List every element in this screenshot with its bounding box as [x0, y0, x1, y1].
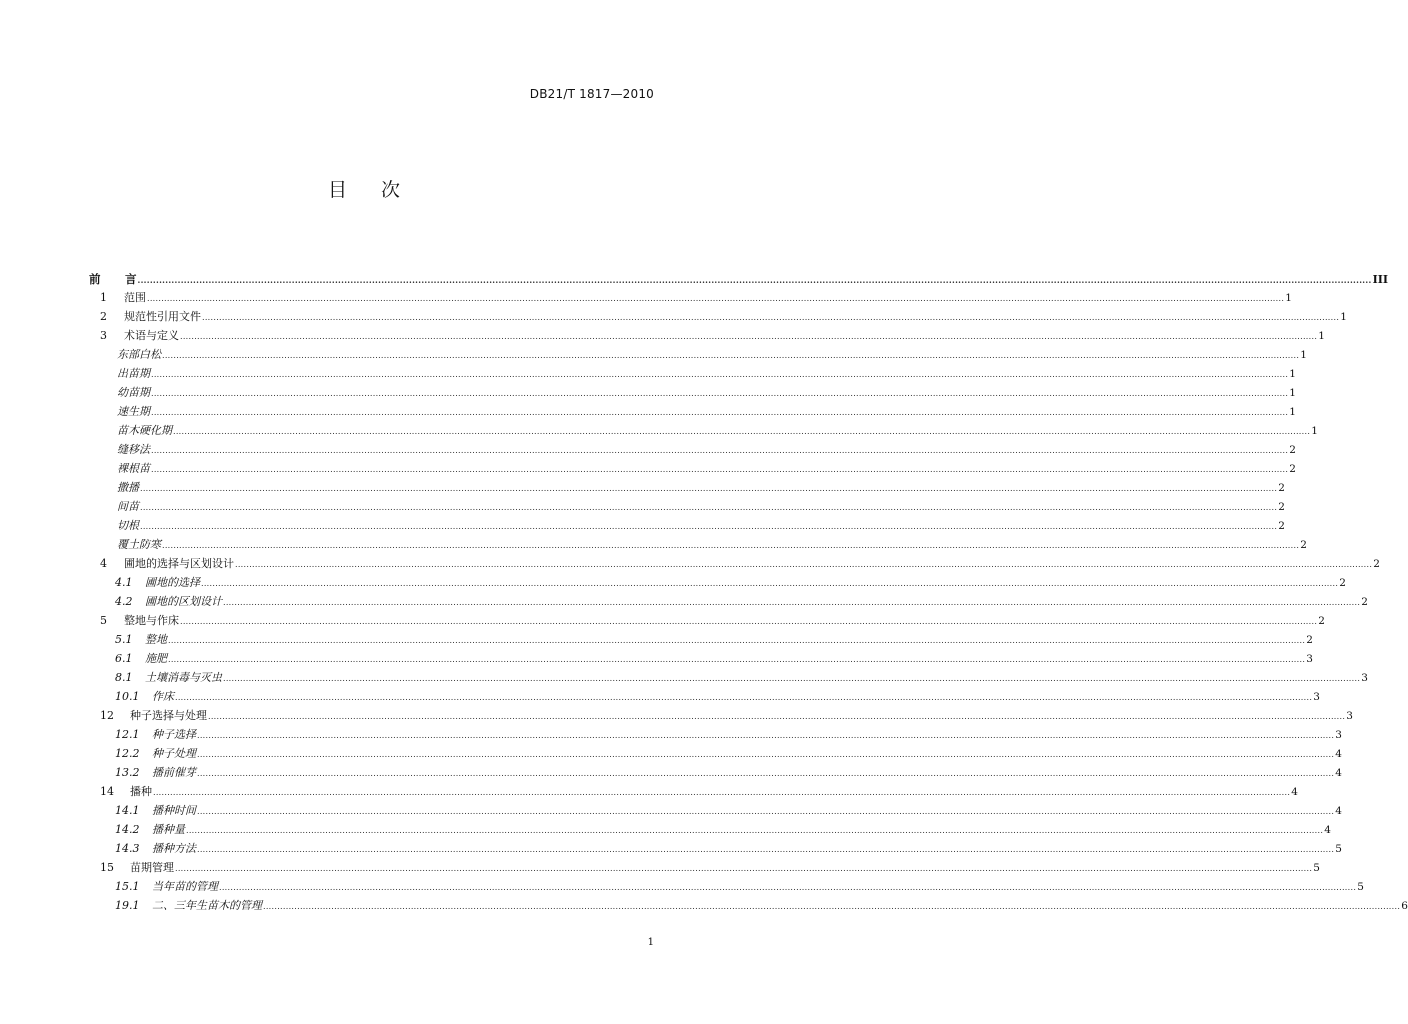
toc-entry[interactable] — [117, 423, 1318, 439]
toc-entry-number: 6.1 — [115, 652, 133, 665]
toc-entry-page: 2 — [1373, 558, 1380, 570]
toc-entry-title: 圃地的选择与区划设计 — [124, 557, 234, 570]
toc-entry-number: 5.1 — [115, 633, 133, 646]
toc-entry-title: 播种量 — [152, 823, 185, 836]
toc-entry-page: 4 — [1335, 767, 1342, 779]
toc-dot-leader: ................................................................................................................................................................................................................................................................................................................................................................................................................ — [173, 427, 1311, 436]
toc-dot-leader: ................................................................................................................................................................................................................................................................................................................................................................................................................ — [263, 902, 1401, 911]
toc-dot-leader: ................................................................................................................................................................................................................................................................................................................................................................................................................ — [140, 522, 1278, 531]
toc-entry[interactable] — [115, 765, 1342, 781]
toc-entry[interactable] — [117, 518, 1285, 534]
page-number: 1 — [647, 937, 654, 948]
toc-entry-title: 播种 — [130, 785, 152, 798]
toc-entry-page: 4 — [1335, 805, 1342, 817]
toc-entry[interactable] — [117, 404, 1296, 420]
toc-dot-leader: ................................................................................................................................................................................................................................................................................................................................................................................................................ — [197, 807, 1335, 816]
toc-entry[interactable] — [115, 727, 1342, 743]
toc-entry-page: 3 — [1361, 672, 1368, 684]
toc-entry-page: 2 — [1278, 482, 1285, 494]
toc-dot-leader: ................................................................................................................................................................................................................................................................................................................................................................................................................ — [151, 389, 1289, 398]
document-code: DB21/T 1817—2010 — [529, 87, 654, 101]
toc-dot-leader: ................................................................................................................................................................................................................................................................................................................................................................................................................ — [168, 655, 1306, 664]
toc-entry-page: 1 — [1285, 292, 1292, 304]
toc-entry-title: 作床 — [152, 690, 174, 703]
toc-entry-title: 种子选择与处理 — [130, 709, 207, 722]
toc-entry-page: 2 — [1361, 596, 1368, 608]
toc-dot-leader: ................................................................................................................................................................................................................................................................................................................................................................................................................ — [151, 465, 1289, 474]
toc-dot-leader: ................................................................................................................................................................................................................................................................................................................................................................................................................ — [140, 484, 1278, 493]
toc-entry-page: 1 — [1300, 349, 1307, 361]
toc-entry[interactable] — [115, 898, 1408, 914]
toc-entry-title: 播种方法 — [152, 842, 196, 855]
toc-entry[interactable] — [115, 841, 1342, 857]
toc-entry-title: 幼苗期 — [117, 386, 150, 399]
toc-entry-number: 前 — [89, 272, 101, 286]
toc-entry-title: 当年苗的管理 — [152, 880, 218, 893]
toc-entry-page: III — [1372, 273, 1388, 286]
toc-entry[interactable] — [117, 385, 1296, 401]
toc-entry-title: 切根 — [117, 519, 139, 532]
toc-entry-number: 15.1 — [115, 880, 140, 893]
toc-entry-number: 14.2 — [115, 823, 140, 836]
toc-dot-leader: ................................................................................................................................................................................................................................................................................................................................................................................................................ — [162, 541, 1300, 550]
toc-entry-page: 3 — [1346, 710, 1353, 722]
toc-entry-page: 4 — [1335, 748, 1342, 760]
toc-entry-title: 覆土防寒 — [117, 538, 161, 551]
toc-entry-page: 2 — [1278, 501, 1285, 513]
toc-entry-number: 8.1 — [115, 671, 133, 684]
toc-entry-page: 2 — [1306, 634, 1313, 646]
toc-entry-page: 5 — [1313, 862, 1320, 874]
toc-entry-title: 缝移法 — [117, 443, 150, 456]
toc-entry-number: 4 — [100, 557, 107, 570]
toc-dot-leader: ................................................................................................................................................................................................................................................................................................................................................................................................................ — [197, 750, 1335, 759]
toc-dot-leader: ................................................................................................................................................................................................................................................................................................................................................................................................................ — [151, 446, 1289, 455]
toc-entry-number: 3 — [100, 329, 107, 342]
toc-entry-title: 规范性引用文件 — [124, 310, 201, 323]
toc-entry[interactable] — [115, 822, 1331, 838]
toc-entry[interactable] — [100, 290, 1292, 306]
toc-entry-number: 2 — [100, 310, 107, 323]
toc-entry[interactable] — [117, 461, 1296, 477]
toc-entry[interactable] — [115, 670, 1368, 686]
toc-entry[interactable] — [100, 556, 1380, 572]
toc-dot-leader: ................................................................................................................................................................................................................................................................................................................................................................................................................ — [153, 788, 1291, 797]
toc-dot-leader: ................................................................................................................................................................................................................................................................................................................................................................................................................ — [235, 560, 1373, 569]
toc-entry-number: 12 — [100, 709, 114, 722]
toc-entry-title: 术语与定义 — [124, 329, 179, 342]
toc-entry-page: 2 — [1289, 463, 1296, 475]
toc-entry[interactable] — [115, 651, 1313, 667]
toc-entry-page: 4 — [1324, 824, 1331, 836]
toc-entry-number: 14.1 — [115, 804, 140, 817]
toc-entry[interactable] — [117, 537, 1307, 553]
toc-dot-leader: ................................................................................................................................................................................................................................................................................................................................................................................................................ — [197, 769, 1335, 778]
toc-entry-page: 3 — [1335, 729, 1342, 741]
toc-entry-page: 2 — [1339, 577, 1346, 589]
toc-entry-title: 整地 — [145, 633, 167, 646]
toc-entry-title: 东部白松 — [117, 348, 161, 361]
toc-dot-leader: ................................................................................................................................................................................................................................................................................................................................................................................................................ — [151, 370, 1289, 379]
toc-entry[interactable] — [100, 860, 1320, 876]
toc-entry-title: 整地与作床 — [124, 614, 179, 627]
toc-entry-page: 4 — [1291, 786, 1298, 798]
toc-entry-page: 2 — [1318, 615, 1325, 627]
toc-dot-leader: ................................................................................................................................................................................................................................................................................................................................................................................................................ — [197, 731, 1335, 740]
toc-entry-title: 间苗 — [117, 500, 139, 513]
toc-dot-leader: ................................................................................................................................................................................................................................................................................................................................................................................................................ — [175, 693, 1313, 702]
toc-dot-leader: ................................................................................................................................................................................................................................................................................................................................................................................................................ — [208, 712, 1346, 721]
toc-dot-leader: ................................................................................................................................................................................................................................................................................................................................................................................................................ — [219, 883, 1357, 892]
toc-entry-page: 1 — [1289, 387, 1296, 399]
toc-entry[interactable] — [100, 309, 1347, 325]
toc-entry-page: 1 — [1311, 425, 1318, 437]
toc-entry-page: 1 — [1289, 368, 1296, 380]
toc-entry-page: 2 — [1300, 539, 1307, 551]
toc-entry-page: 2 — [1278, 520, 1285, 532]
toc-entry-title: 裸根苗 — [117, 462, 150, 475]
toc-entry-number: 14 — [100, 785, 114, 798]
toc-title: 目 次 — [327, 179, 415, 201]
toc-entry-number: 15 — [100, 861, 114, 874]
toc-entry-title: 土壤消毒与灭虫 — [145, 671, 222, 684]
toc-entry-number: 5 — [100, 614, 107, 627]
toc-entry-page: 1 — [1340, 311, 1347, 323]
toc-dot-leader: ................................................................................................................................................................................................................................................................................................................................................................................................................ — [202, 313, 1340, 322]
toc-entry-number: 13.2 — [115, 766, 140, 779]
toc-entry-number: 12.2 — [115, 747, 140, 760]
toc-dot-leader: ................................................................................................................................................................................................................................................................................................................................................................................................................ — [197, 845, 1335, 854]
toc-entry[interactable] — [117, 442, 1296, 458]
toc-entry[interactable] — [89, 271, 1388, 287]
toc-dot-leader: ................................................................................................................................................................................................................................................................................................................................................................................................................ — [175, 864, 1313, 873]
toc-entry-page: 3 — [1313, 691, 1320, 703]
toc-dot-leader: ................................................................................................................................................................................................................................................................................................................................................................................................................ — [223, 598, 1361, 607]
toc-entry-number: 10.1 — [115, 690, 140, 703]
toc-entry[interactable] — [115, 746, 1342, 762]
toc-entry[interactable] — [100, 613, 1325, 629]
toc-entry-title: 播前催芽 — [152, 766, 196, 779]
toc-entry-title: 圃地的选择 — [145, 576, 200, 589]
toc-dot-leader: ................................................................................................................................................................................................................................................................................................................................................................................................................ — [223, 674, 1361, 683]
toc-entry[interactable] — [115, 879, 1364, 895]
toc-entry-number: 1 — [100, 291, 107, 304]
toc-entry-title: 苗期管理 — [130, 861, 174, 874]
toc-dot-leader: ................................................................................................................................................................................................................................................................................................................................................................................................................ — [162, 351, 1300, 360]
toc-entry[interactable] — [115, 689, 1320, 705]
toc-entry-page: 5 — [1357, 881, 1364, 893]
toc-entry-title: 速生期 — [117, 405, 150, 418]
toc-entry[interactable] — [100, 328, 1325, 344]
toc-entry[interactable] — [117, 480, 1285, 496]
toc-entry[interactable] — [115, 594, 1368, 610]
toc-entry-title: 撒播 — [117, 481, 139, 494]
toc-entry-page: 5 — [1335, 843, 1342, 855]
toc-entry-title: 施肥 — [145, 652, 167, 665]
toc-entry-title: 苗木硬化期 — [117, 424, 172, 437]
toc-dot-leader: ................................................................................................................................................................................................................................................................................................................................................................................................................ — [137, 275, 1372, 285]
toc-entry-title: 圃地的区划设计 — [145, 595, 222, 608]
toc-entry[interactable] — [117, 366, 1296, 382]
toc-entry-title: 出苗期 — [117, 367, 150, 380]
toc-dot-leader: ................................................................................................................................................................................................................................................................................................................................................................................................................ — [168, 636, 1306, 645]
toc-dot-leader: ................................................................................................................................................................................................................................................................................................................................................................................................................ — [140, 503, 1278, 512]
toc-entry-title: 言 — [125, 272, 137, 286]
toc-entry-page: 1 — [1289, 406, 1296, 418]
toc-dot-leader: ................................................................................................................................................................................................................................................................................................................................................................................................................ — [180, 617, 1318, 626]
toc-entry-number: 14.3 — [115, 842, 140, 855]
toc-entry-title: 播种时间 — [152, 804, 196, 817]
toc-entry-page: 2 — [1289, 444, 1296, 456]
toc-entry-title: 范围 — [124, 291, 146, 304]
toc-dot-leader: ................................................................................................................................................................................................................................................................................................................................................................................................................ — [186, 826, 1324, 835]
toc-dot-leader: ................................................................................................................................................................................................................................................................................................................................................................................................................ — [180, 332, 1318, 341]
toc-entry[interactable] — [117, 347, 1307, 363]
toc-entry-number: 4.2 — [115, 595, 133, 608]
toc-entry[interactable] — [115, 575, 1346, 591]
toc-entry-title: 二、三年生苗木的管理 — [152, 899, 262, 912]
toc-entry-number: 4.1 — [115, 576, 133, 589]
toc-entry-page: 6 — [1401, 900, 1408, 912]
toc-entry-number: 19.1 — [115, 899, 140, 912]
toc-entry[interactable] — [115, 632, 1313, 648]
toc-entry[interactable] — [100, 708, 1353, 724]
toc-dot-leader: ................................................................................................................................................................................................................................................................................................................................................................................................................ — [147, 294, 1285, 303]
toc-entry-page: 3 — [1306, 653, 1313, 665]
toc-entry-page: 1 — [1318, 330, 1325, 342]
toc-dot-leader: ................................................................................................................................................................................................................................................................................................................................................................................................................ — [201, 579, 1339, 588]
toc-entry-number: 12.1 — [115, 728, 140, 741]
toc-entry-title: 种子处理 — [152, 747, 196, 760]
toc-entry[interactable] — [100, 784, 1298, 800]
toc-entry-title: 种子选择 — [152, 728, 196, 741]
toc-entry[interactable] — [115, 803, 1342, 819]
toc-dot-leader: ................................................................................................................................................................................................................................................................................................................................................................................................................ — [151, 408, 1289, 417]
toc-entry[interactable] — [117, 499, 1285, 515]
